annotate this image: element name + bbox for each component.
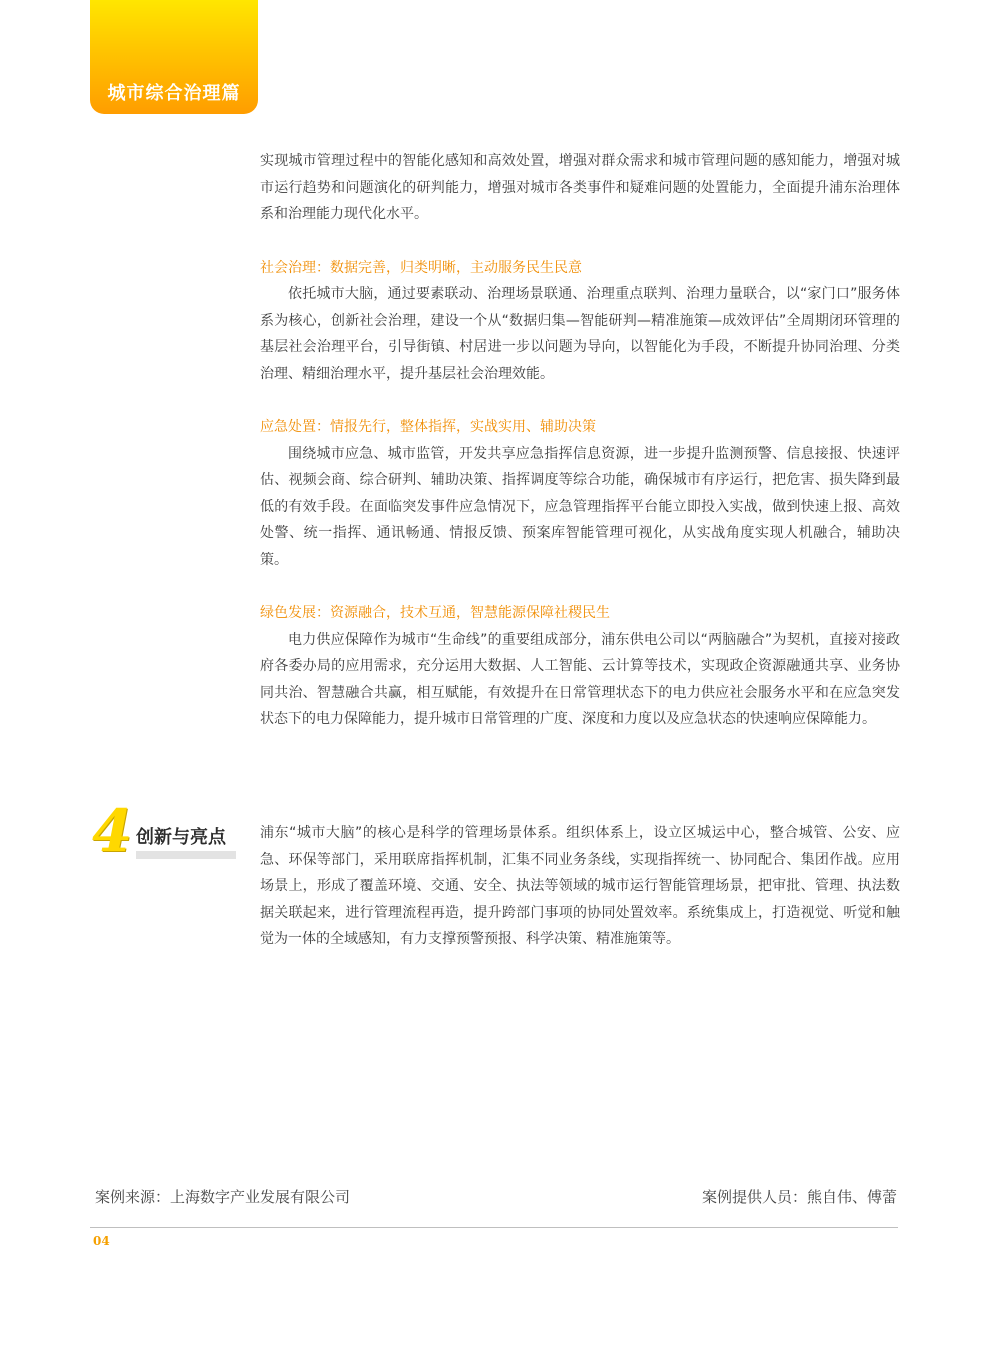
section-heading-emergency-response: 应急处置：情报先行，整体指挥，实战实用、辅助决策 [260,419,596,435]
highlight-title-block [92,797,242,865]
highlight-underline-bar [136,851,236,859]
section-body-emergency-response: 围绕城市应急、城市监管，开发共享应急指挥信息资源，进一步提升监测预警、信息接报、快速评估、视频会商、综合研判、辅助决策、指挥调度等综合功能，确保城市有序运行，把危害、损失降到最低的有效手段。在面临突发事件应急情况下，应急管理指挥平台能立即投入实战，做到快速上报、高效处警、统一指挥、通讯畅通、情报反馈、预案库智能管理可视化，从实战角度实现人机融合，辅助决策。 [260,445,900,568]
section-number: 4 [92,797,133,865]
page-number: 04 [93,1234,110,1248]
footer-divider [90,1227,898,1228]
section-heading-green-development: 绿色发展：资源融合，技术互通，智慧能源保障社稷民生 [260,605,610,621]
main-content [260,148,900,733]
header-tab [90,0,258,114]
intro-paragraph: 实现城市管理过程中的智能化感知和高效处置，增强对群众需求和城市管理问题的感知能力，增强对城市运行趋势和问题演化的研判能力，增强对城市各类事件和疑难问题的处置能力，全面提升浦东治理体系和治理能力现代化水平。 [260,153,900,222]
section-heading-social-governance: 社会治理：数据完善，归类明晰，主动服务民生民意 [260,259,582,276]
highlight-paragraph: 浦东“城市大脑”的核心是科学的管理场景体系。组织体系上，设立区城运中心，整合城管、公安、应急、环保等部门，采用联席指挥机制，汇集不同业务条线，实现指挥统一、协同配合、集团作战。应用场景上，形成了覆盖环境、交通、安全、执法等领域的城市运行智能管理场景，把审批、管理、执法数据关联起来，进行管理流程再造，提升跨部门事项的协同处置效率。系统集成上，打造视觉、听觉和触觉为一体的全域感知，有力支撑预警预报、科学决策、精准施策等。 [260,825,900,947]
case-source: 案例来源：上海数字产业发展有限公司 [95,1188,351,1206]
case-provider: 案例提供人员：熊自伟、傅蕾 [701,1188,897,1206]
section-body-social-governance: 依托城市大脑，通过要素联动、治理场景联通、治理重点联判、治理力量联合，以“家门口”服务体系为核心，创新社会治理，建设一个从“数据归集—智能研判—精准施策—成效评估”全周期闭环管理的基层社会治理平台，引导街镇、村居进一步以问题为导向，以智能化为手段，不断提升协同治理、分类治理、精细治理水平，提升基层社会治理效能。 [260,286,900,382]
header-tab-label: 城市综合治理篇 [107,83,241,104]
section-body-green-development: 电力供应保障作为城市“生命线”的重要组成部分，浦东供电公司以“两脑融合”为契机，直接对接政府各委办局的应用需求，充分运用大数据、人工智能、云计算等技术，实现政企资源融通共享、业务协同共治、智慧融合共赢，相互赋能，有效提升在日常管理状态下的电力供应社会服务水平和在应急突发状态下的电力保障能力，提升城市日常管理的广度、深度和力度以及应急状态的快速响应保障能力。 [260,631,900,727]
highlight-title: 创新与亮点 [136,827,226,848]
